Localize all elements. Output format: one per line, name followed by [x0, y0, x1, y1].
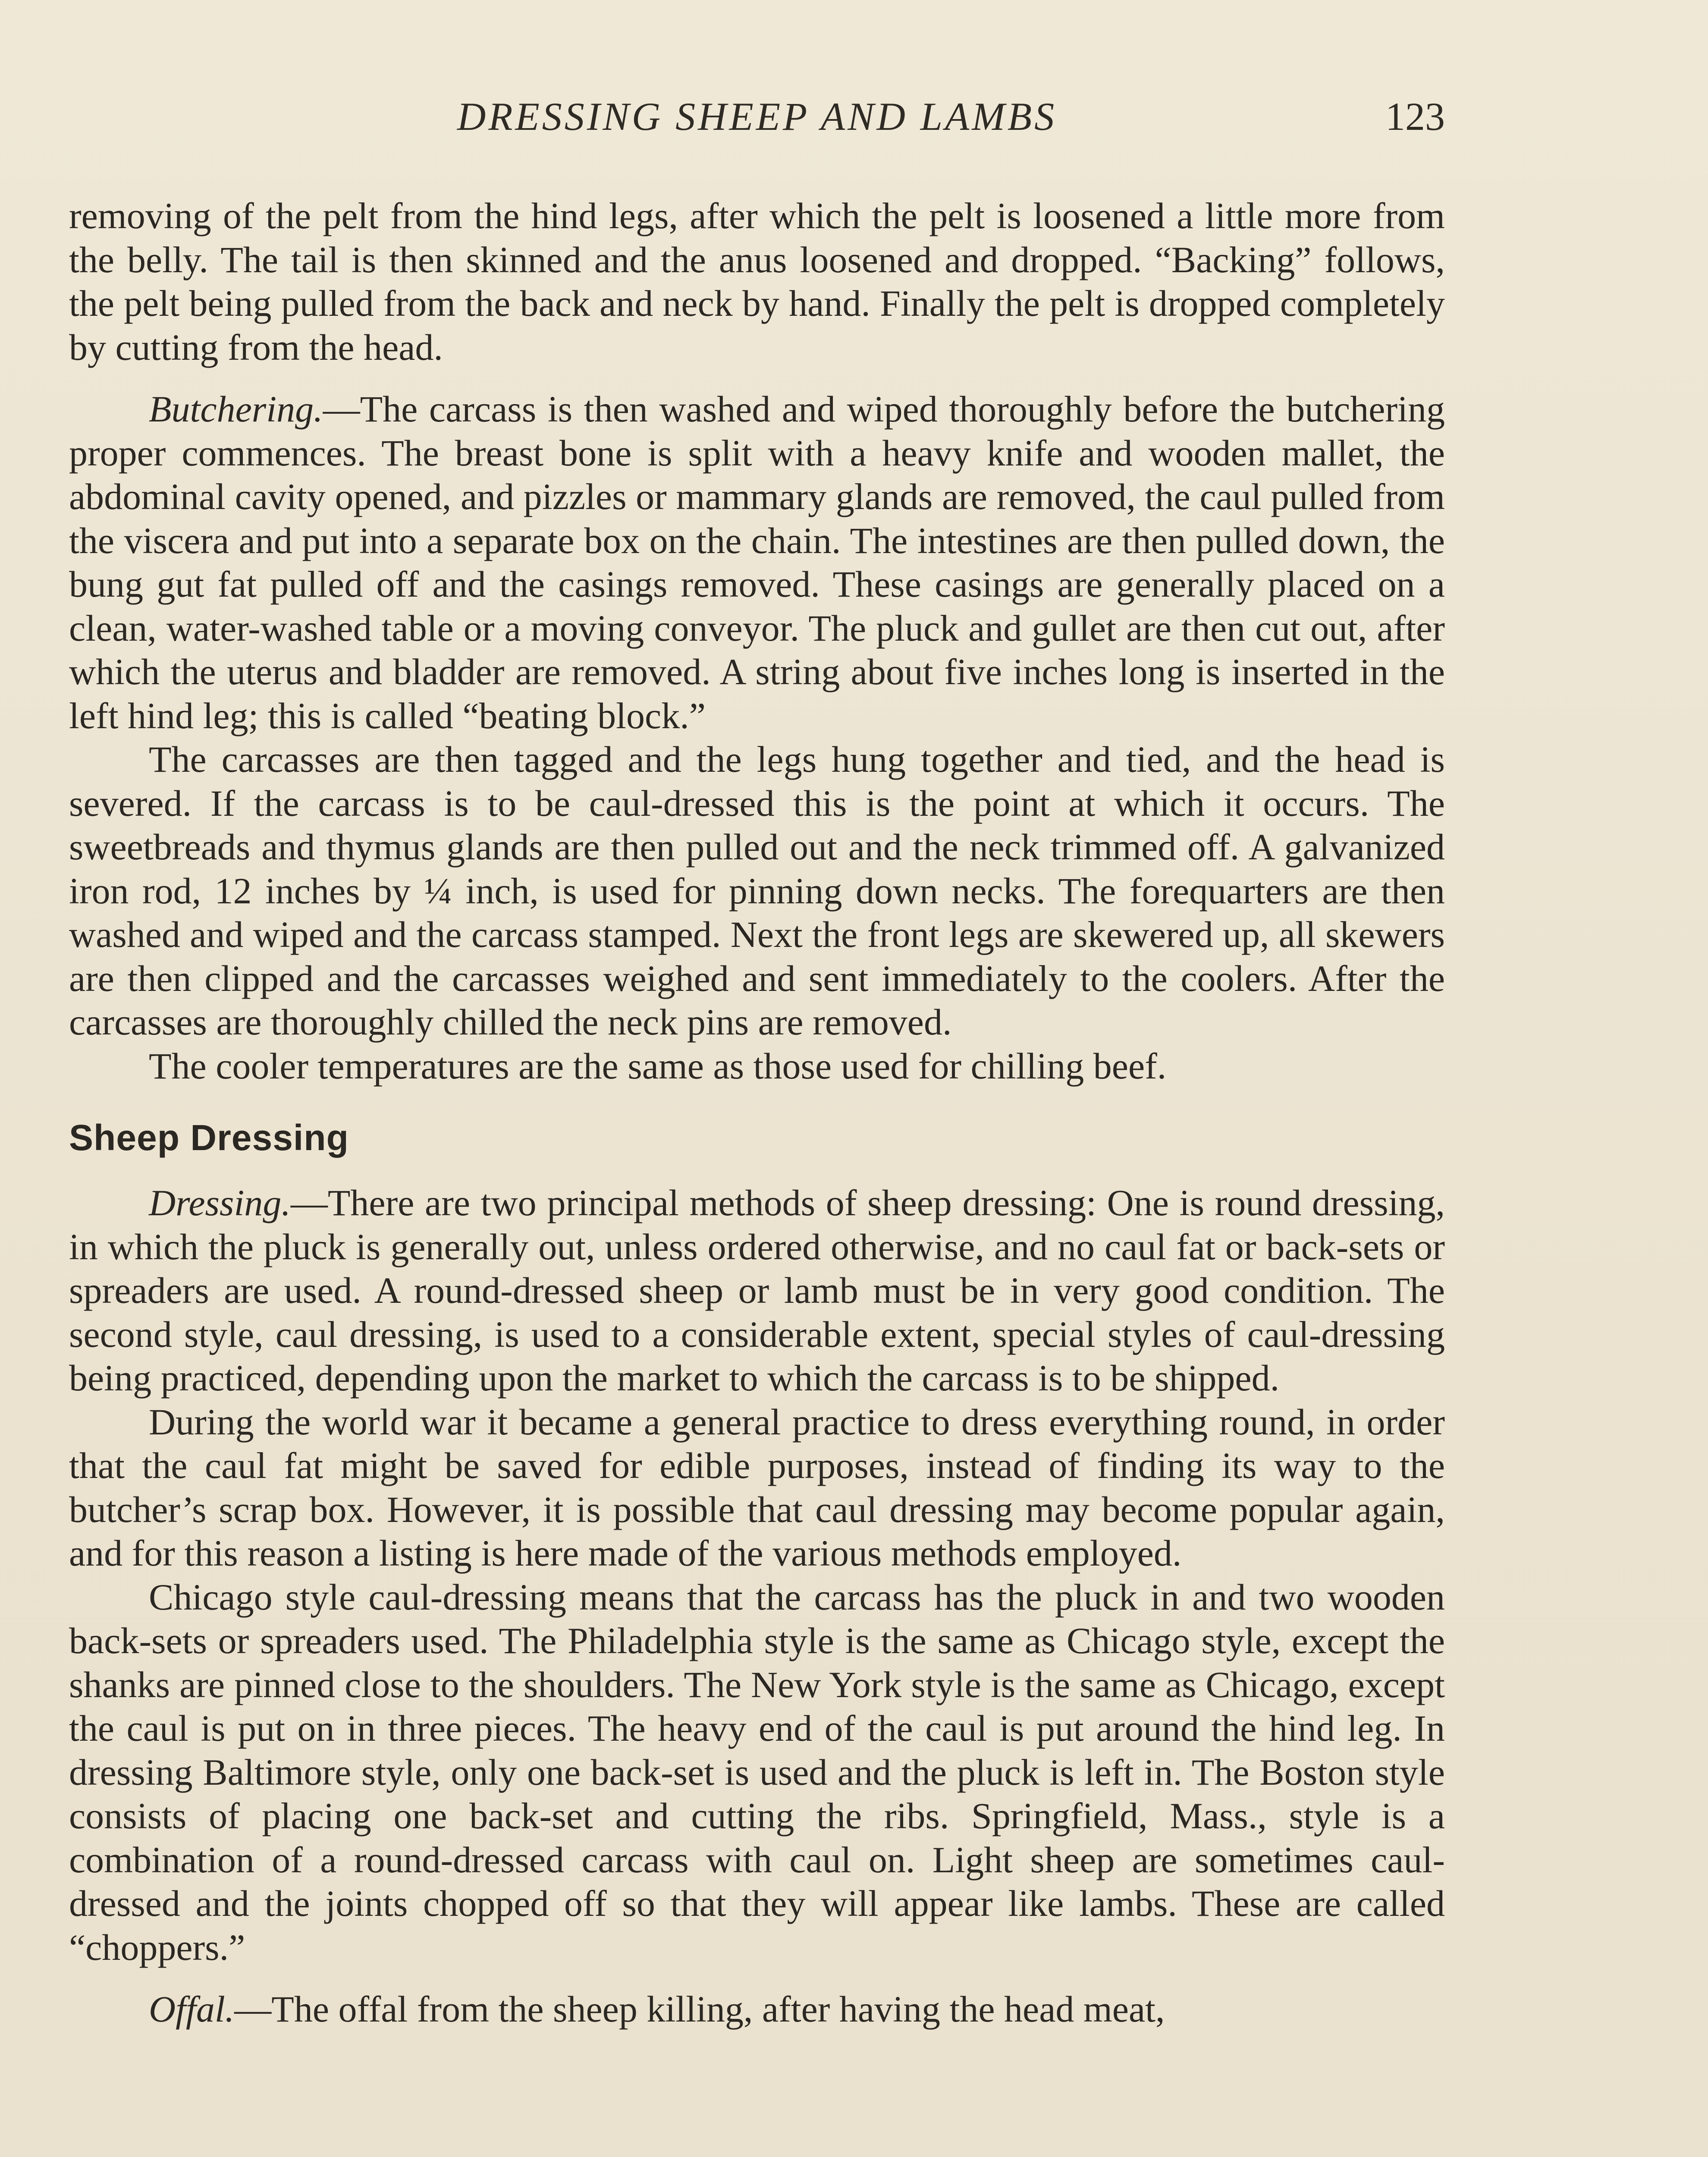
paragraph-cooler: The cooler temperatures are the same as those used for chilling beef.	[149, 1045, 1167, 1087]
paragraph-offal	[69, 1987, 1445, 2031]
run-in-heading-butchering: Butchering.	[149, 388, 323, 430]
paragraph-butchering	[69, 387, 1445, 738]
section-heading: Sheep Dressing	[69, 1117, 349, 1158]
paragraph-dressing	[69, 1181, 1445, 1400]
paragraph-carcasses: The carcasses are then tagged and the legs hung together and tied, and the head is severed. If the carcass is to be caul-dressed this is the point at which it occurs. The sweetbreads and thymus glands are then pulled out and the neck trimmed off. A galvanized iron rod, 12 inches by ¼ inch, is used for pinning down necks. The forequarters are then washed and wiped and the carcass stamped. Next the front legs are skewered up, all skewers are then clipped and the carcasses weighed and sent immediately to the coolers. After the carcasses are thoroughly chilled the neck pins are removed.	[69, 739, 1445, 1043]
paragraph-butchering-text: —The carcass is then washed and wiped thoroughly before the butchering proper commences. The breast bone is split with a heavy knife and wooden mallet, the abdominal cavity opened, and pizzles or mammary glands are removed, the caul pulled from the viscera and put into a separate box on the chain. The intestines are then pulled down, the bung gut fat pulled off and the casings removed. These casings are generally placed on a clean, water-washed table or a moving conveyor. The pluck and gullet are then cut out, after which the uterus and bladder are removed. A string about five inches long is inserted in the left hind leg; this is called “beating block.”	[69, 388, 1445, 736]
paragraph-dressing-text: —There are two principal methods of sheep dressing: One is round dressing, in which the pluck is generally out, unless ordered otherwise, and no caul fat or back-sets or spreaders are used. A round-dressed sheep or lamb must be in very good condition. The second style, caul dressing, is used to a considerable extent, special styles of caul-dressing being practiced, depending upon the market to which the carcass is to be shipped.	[69, 1182, 1445, 1399]
paragraph-world-war: During the world war it became a general practice to dress everything round, in order that the caul fat might be saved for edible purposes, instead of finding its way to the butcher’s scrap box. However, it is possible that caul dressing may become popular again, and for this reason a listing is here made of the various methods employed.	[69, 1401, 1445, 1574]
paragraph-styles: Chicago style caul-dressing means that the carcass has the pluck in and two wooden back-sets or spreaders used. The Philadelphia style is the same as Chicago style, except the shanks are pinned close to the shoulders. The New York style is the same as Chicago, except the caul is put on in three pieces. The heavy end of the caul is put around the hind leg. In dressing Baltimore style, only one back-set is used and the pluck is left in. The Boston style consists of placing one back-set and cutting the ribs. Springfield, Mass., style is a combination of a round-dressed carcass with caul on. Light sheep are sometimes caul-dressed and the joints chopped off so that they will appear like lambs. These are called “choppers.”	[69, 1576, 1445, 1968]
running-head	[69, 91, 1445, 142]
run-in-heading-dressing: Dressing.	[149, 1182, 291, 1223]
run-in-heading-offal: Offal.	[149, 1988, 235, 2030]
running-title: DRESSING SHEEP AND LAMBS	[457, 94, 1057, 138]
page-number: 123	[1385, 94, 1445, 138]
paragraph-offal-text: —The offal from the sheep killing, after having the head meat,	[234, 1988, 1165, 2030]
body-text	[69, 194, 1445, 2031]
paragraph-continuation: removing of the pelt from the hind legs, after which the pelt is loosened a little more from the belly. The tail is then skinned and the anus loosened and dropped. “Backing” follows, the pelt being pulled from the back and neck by hand. Finally the pelt is dropped completely by cutting from the head.	[69, 195, 1445, 368]
